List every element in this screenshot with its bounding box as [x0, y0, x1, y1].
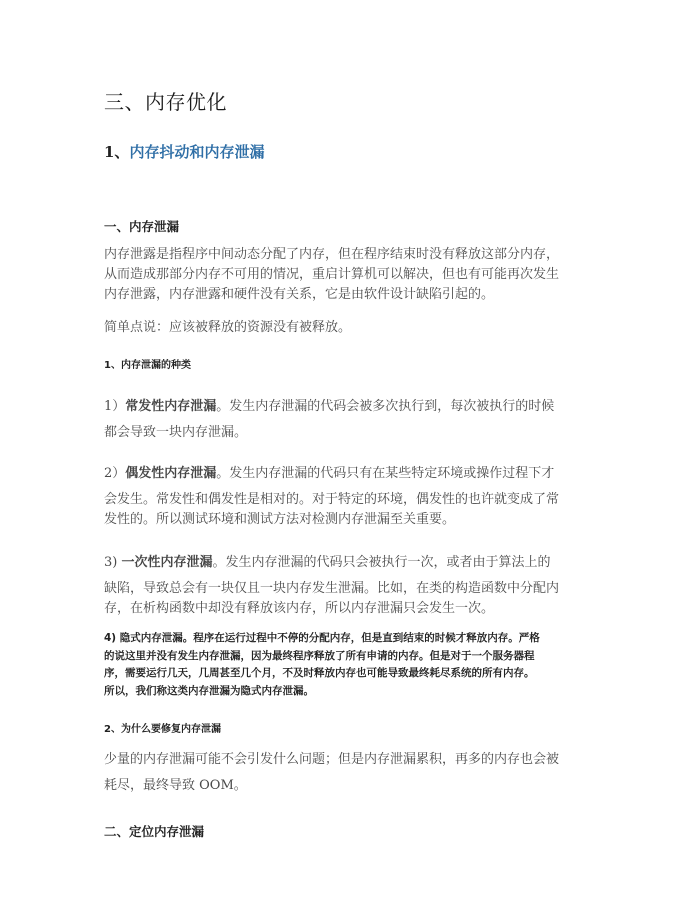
- type2-line: 发性的。所以测试环境和测试方法对检测内存泄漏至关重要。: [104, 512, 456, 527]
- type2-paragraph: [104, 464, 576, 530]
- simple-paragraph: 简单点说：应该被释放的资源没有被释放。: [104, 320, 352, 335]
- section-title: 三、内存优化: [104, 90, 227, 114]
- type2-text: 。发生内存泄漏的代码只有在某些特定环境或操作过程下才: [216, 466, 555, 481]
- type1-prefix: 1）: [104, 399, 126, 414]
- type4-line: 所以，我们称这类内存泄漏为隐式内存泄漏。: [104, 684, 314, 697]
- intro-paragraph: [104, 245, 576, 305]
- intro-line: 从而造成那部分内存不可用的情况，重启计算机可以解决，但也有可能再次发生: [104, 267, 560, 282]
- type4-line: 的说这里并没有发生内存泄漏，因为最终程序释放了所有申请的内存。但是对于一个服务器程: [104, 649, 535, 662]
- type3-paragraph: [104, 553, 576, 619]
- type4-paragraph: [104, 630, 576, 700]
- part2-heading: 二、定位内存泄漏: [104, 824, 205, 839]
- subsection-heading: [104, 141, 576, 162]
- why-line: 少量的内存泄漏可能不会引发什么问题；但是内存泄漏累积，再多的内存也会被: [104, 752, 560, 767]
- type3-text: 。发生内存泄漏的代码只会被执行一次，或者由于算法上的: [212, 555, 551, 570]
- types-heading: 1、内存泄漏的种类: [104, 360, 191, 371]
- type2-line: 会发生。常发性和偶发性是相对的。对于特定的环境，偶发性的也许就变成了常: [104, 492, 560, 507]
- type1-line: 都会导致一块内存泄漏。: [104, 425, 248, 440]
- type1-line: [104, 397, 576, 417]
- type4-line: 序，需要运行几天，几周甚至几个月，不及时释放内存也可能导致最终耗尽系统的所有内存。: [104, 667, 535, 679]
- subsection-number: 1、: [104, 143, 130, 161]
- subsection-title-link[interactable]: 内存抖动和内存泄漏: [129, 143, 265, 161]
- type2-label: 偶发性内存泄漏: [125, 466, 217, 481]
- type4-line: 4) 隐式内存泄漏。程序在运行过程中不停的分配内存，但是直到结束的时候才释放内存。严格: [104, 632, 540, 644]
- type1-text: 。发生内存泄漏的代码会被多次执行到，每次被执行的时候: [216, 399, 555, 414]
- type2-line: [104, 464, 576, 484]
- intro-line: 内存泄露是指程序中间动态分配了内存，但在程序结束时没有释放这部分内存，: [104, 247, 560, 262]
- intro-line: 内存泄露，内存泄露和硬件没有关系，它是由软件设计缺陷引起的。: [104, 287, 495, 302]
- type3-line: [104, 553, 576, 573]
- type2-prefix: 2）: [104, 466, 126, 481]
- type3-prefix: 3): [104, 555, 122, 570]
- why-paragraph: [104, 750, 576, 796]
- type1-label: 常发性内存泄漏: [125, 399, 217, 414]
- why-heading: 2、为什么要修复内存泄漏: [104, 724, 221, 735]
- type3-line: 缺陷，导致总会有一块仅且一块内存发生泄漏。比如，在类的构造函数中分配内: [104, 581, 560, 596]
- type3-label: 一次性内存泄漏: [121, 555, 213, 570]
- part1-heading: 一、内存泄漏: [104, 219, 180, 234]
- why-line: 耗尽，最终导致 OOM。: [104, 778, 247, 793]
- type3-line: 存，在析构函数中却没有释放该内存，所以内存泄漏只会发生一次。: [104, 601, 495, 616]
- type1-paragraph: [104, 397, 576, 443]
